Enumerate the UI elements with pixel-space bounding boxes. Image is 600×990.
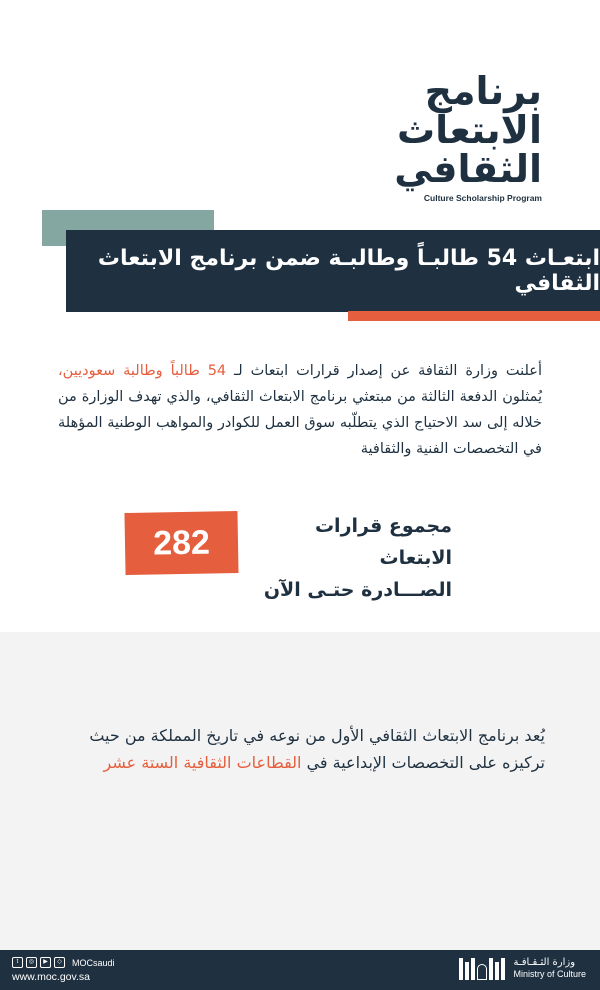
logo-line-1: برنامج	[424, 69, 542, 113]
social-contact	[12, 957, 115, 983]
total-count-badge	[124, 511, 238, 575]
youtube-icon[interactable]: ▶	[40, 957, 51, 968]
ministry-emblem-icon	[459, 956, 505, 980]
decorative-orange-line	[348, 311, 600, 321]
website-link[interactable]: www.moc.gov.sa	[12, 971, 90, 983]
logo-line-3: الثقافي	[394, 147, 542, 191]
headline-banner	[66, 230, 600, 312]
total-count-label	[250, 510, 452, 606]
instagram-icon[interactable]: ◎	[26, 957, 37, 968]
ministry-logo	[459, 956, 586, 980]
about-text	[55, 722, 545, 776]
announcement-paragraph	[58, 358, 542, 462]
total-label-line-1: مجموع قرارات الابتعاث	[314, 515, 452, 569]
snapchat-icon[interactable]: ◇	[54, 957, 65, 968]
footer-bar	[0, 950, 600, 990]
program-logo	[342, 69, 542, 203]
social-handle[interactable]: MOCsaudi	[72, 957, 115, 968]
about-highlight: القطاعات الثقافية الستة عشر	[103, 753, 302, 772]
announcement-text-start: أعلنت وزارة الثقافة عن إصدار قرارات ابتعاث لـ	[226, 363, 542, 379]
logo-line-2: الابتعاث	[396, 108, 542, 152]
ministry-name-english: Ministry of Culture	[513, 969, 586, 979]
headline-text: ابتعـاث 54 طالبـاً وطالبـة ضمن برنامج الابتعاث الثقافي	[97, 246, 600, 296]
ministry-name-arabic: وزارة الثـقـافـة	[513, 957, 576, 968]
twitter-icon[interactable]: t	[12, 957, 23, 968]
announcement-text-end: يُمثلون الدفعة الثالثة من مبتعثي برنامج الابتعاث الثقافي، والذي تهدف الوزارة من خلاله إلى سد الاحتياج الذي يتطلّبه سوق العمل للكوادر والمواهب الوطنية المؤهلة في التخصصات الفنية والثقافية	[58, 389, 542, 457]
about-panel	[0, 632, 600, 950]
total-count-value: 282	[152, 523, 211, 562]
total-label-line-2: الصـــادرة حتـى الآن	[263, 579, 452, 601]
about-text-start: يُعد برنامج الابتعاث الثقافي الأول من نوعه في تاريخ المملكة من حيث تركيزه على التخصصات الإبداعية في	[89, 726, 545, 772]
announcement-highlight: 54 طالباً وطالبة سعوديين،	[58, 363, 227, 379]
logo-english: Culture Scholarship Program	[423, 193, 542, 203]
